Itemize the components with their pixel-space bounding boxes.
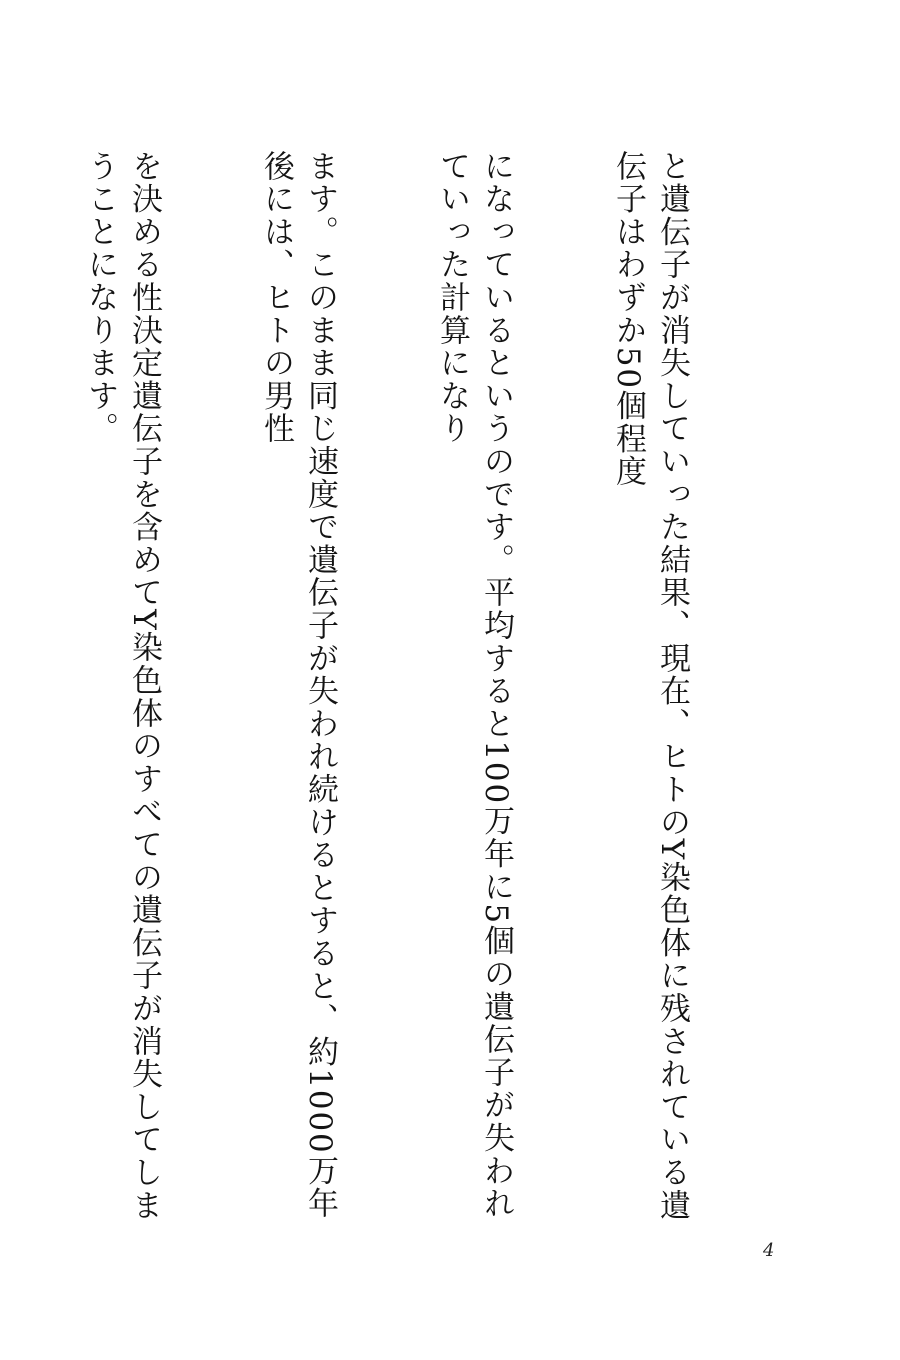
text-line: を決める性決定遺伝子を含めてY染色体のすべての遺伝子が消失してしまうことになります。 xyxy=(82,150,162,1222)
page-number: 4 xyxy=(763,1240,775,1261)
text-line: になっているというのです。平均すると100万年に5個の遺伝子が失われていった計算になり xyxy=(434,150,514,1221)
text-line: ます。このまま同じ速度で遺伝子が失われ続けるとすると、約1000万年後には、ヒトの男性 xyxy=(258,150,338,1221)
body-text xyxy=(0,150,782,1225)
text-line: と遺伝子が消失していった結果、現在、ヒトのY染色体に残されている遺伝子はわずか50個程度 xyxy=(610,150,690,1222)
